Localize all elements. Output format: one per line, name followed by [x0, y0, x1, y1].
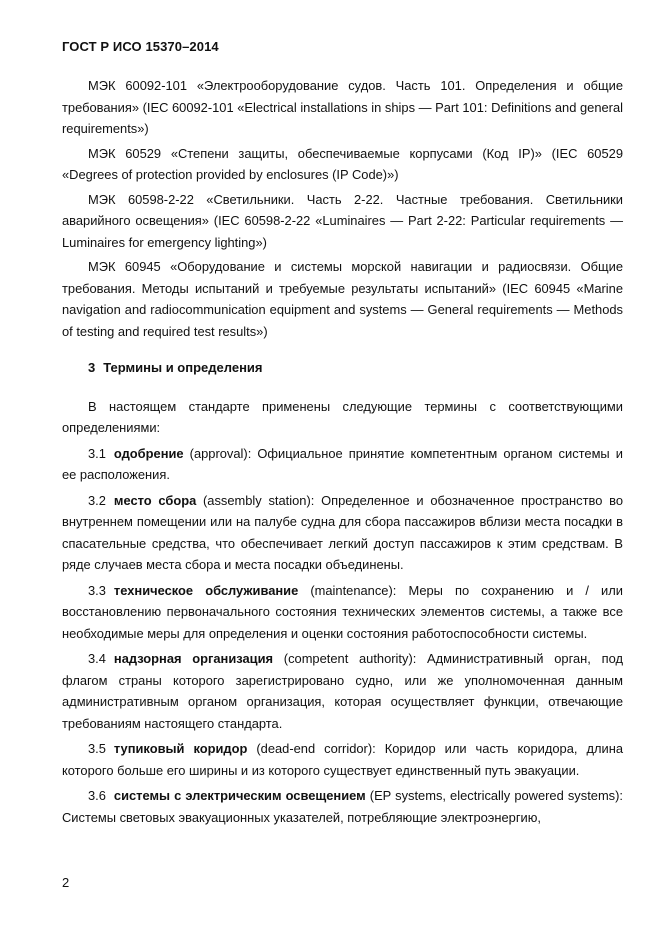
reference-entry: МЭК 60092-101 «Электрооборудование судов. Часть 101. Определения и общие требования» (IEC 60092-101 «Electrical installations in ships — Part 101: Definitions and general requirements»)	[62, 78, 623, 136]
term-number: 3.3	[88, 582, 106, 598]
section-title: Термины и определения	[103, 360, 263, 375]
term-definition: (EP systems, electrically powered systems): Системы световых эвакуационных указателей, потребляющие электроэнергию,	[62, 788, 624, 825]
term-name: системы с электрическим освещением	[113, 788, 366, 803]
term-name: тупиковый коридор	[113, 741, 248, 756]
term-entry	[62, 648, 623, 734]
term-number: 3.2	[88, 492, 106, 508]
term-definition: (competent authority): Административный орган, под флагом страны которого зарегистрировано судно, или же уполномоченная данным административным органом организация, которая осуществляет функции, отвечающие требованиям настоящего стандарта.	[62, 651, 623, 731]
document-code: ГОСТ Р ИСО 15370–2014	[62, 39, 219, 54]
section-number: 3	[88, 360, 96, 375]
term-name: надзорная организация	[113, 651, 274, 666]
term-name: место сбора	[113, 492, 197, 508]
term-entry	[62, 738, 623, 781]
reference-entry: МЭК 60529 «Степени защиты, обеспечиваемые корпусами (Код IP)» (IEC 60529 «Degrees of protection provided by enclosures (IP Code)»)	[62, 145, 623, 182]
term-entry	[62, 580, 623, 645]
page-number: 2	[62, 875, 70, 890]
term-number: 3.5	[88, 741, 106, 756]
term-entry	[62, 785, 623, 828]
term-number: 3.4	[88, 651, 106, 666]
section-intro: В настоящем стандарте применены следующие термины с соответствующими определениями:	[62, 398, 623, 435]
term-number: 3.6	[88, 788, 106, 803]
document-body	[62, 75, 623, 832]
term-definition: (maintenance): Меры по сохранению и / или восстановлению первоначального состояния технических элементов системы, а также все необходимые меры для определения и оценки состояния работоспособности системы.	[62, 582, 623, 641]
term-definition: (assembly station): Определенное и обозначенное пространство во внутреннем помещении или на палубе судна для сбора пассажиров вблизи места посадки в спасательные средства, что обеспечивает легкий доступ пассажиров к этим средствам. В ряде случаев места сбора и места посадки объединены.	[62, 492, 623, 572]
reference-entry: МЭК 60945 «Оборудование и системы морской навигации и радиосвязи. Общие требования. Методы испытаний и требуемые результаты испытаний» (IEC 60945 «Marine navigation and radiocommunication equipment and systems — General requirements — Methods of testing and required test results»)	[62, 259, 623, 339]
reference-entry: МЭК 60598-2-22 «Светильники. Часть 2-22. Частные требования. Светильники аварийного освещения» (IEC 60598-2-22 «Luminaires — Part 2-22: Particular requirements — Luminaires for emergency lighting»)	[62, 191, 623, 250]
term-name: техническое обслуживание	[113, 582, 299, 598]
section-heading	[88, 357, 623, 379]
term-number: 3.1	[88, 445, 106, 461]
term-definition: (approval): Официальное принятие компетентным органом системы и ее расположения.	[62, 445, 623, 482]
term-entry	[62, 443, 623, 486]
term-name: одобрение	[113, 445, 184, 461]
term-entry	[62, 490, 623, 576]
term-definition: (dead-end corridor): Коридор или часть коридора, длина которого больше его ширины и из которого существует единственный путь эвакуации.	[62, 741, 623, 778]
